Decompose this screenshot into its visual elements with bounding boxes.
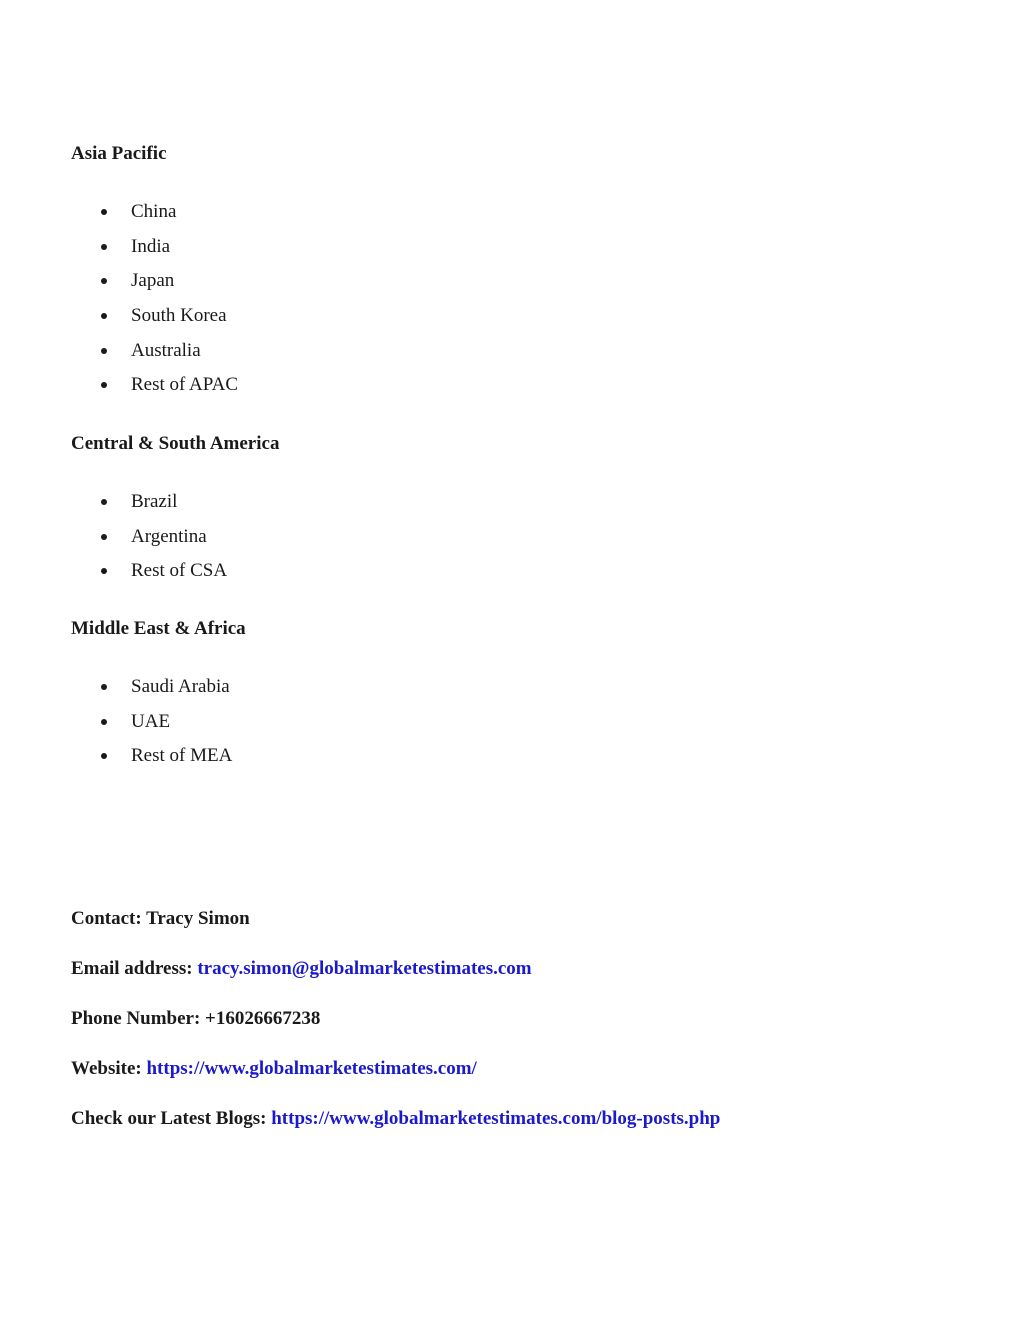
email-label: Email address: <box>71 958 193 979</box>
bullet-icon <box>101 534 107 540</box>
blogs-link[interactable]: https://www.globalmarketestimates.com/blog-posts.php <box>271 1108 721 1129</box>
list-item-text: Saudi Arabia <box>131 676 230 697</box>
phone-line: Phone Number: +16026667238 <box>71 1008 321 1029</box>
bullet-icon <box>101 348 107 354</box>
bullet-icon <box>101 278 107 284</box>
list-item-text: UAE <box>131 710 171 732</box>
bullet-icon <box>101 244 107 250</box>
contact-name: Contact: Tracy Simon <box>71 908 250 929</box>
website-label: Website: <box>71 1058 142 1079</box>
bullet-icon <box>101 382 107 388</box>
bullet-icon <box>101 719 107 725</box>
list-item-text: Australia <box>131 339 201 361</box>
list-item-text: South Korea <box>131 305 227 327</box>
bullet-icon <box>101 568 107 574</box>
bullet-icon <box>101 499 107 505</box>
bullet-icon <box>101 313 107 319</box>
list-item-text: Rest of APAC <box>131 374 238 396</box>
bullet-icon <box>101 753 107 759</box>
section-heading-asia-pacific: Asia Pacific <box>71 143 167 164</box>
section-heading-middle-east-africa: Middle East & Africa <box>71 618 246 639</box>
list-item-text: Japan <box>131 270 175 292</box>
email-line <box>71 957 532 981</box>
list-item-text: Rest of MEA <box>131 745 233 767</box>
email-link[interactable]: tracy.simon@globalmarketestimates.com <box>197 958 532 979</box>
list-item-text: Brazil <box>131 491 178 512</box>
bullet-icon <box>101 209 107 215</box>
bullet-icon <box>101 684 107 690</box>
list-item-text: India <box>131 235 171 257</box>
website-link[interactable]: https://www.globalmarketestimates.com/ <box>146 1058 477 1079</box>
blogs-line <box>71 1107 720 1131</box>
section-heading-central-south-america: Central & South America <box>71 433 280 454</box>
website-line <box>71 1057 477 1081</box>
list-item-text: Rest of CSA <box>131 560 228 582</box>
list-item-text: China <box>131 201 177 222</box>
list-item-text: Argentina <box>131 525 207 547</box>
blogs-label: Check our Latest Blogs: <box>71 1108 267 1129</box>
